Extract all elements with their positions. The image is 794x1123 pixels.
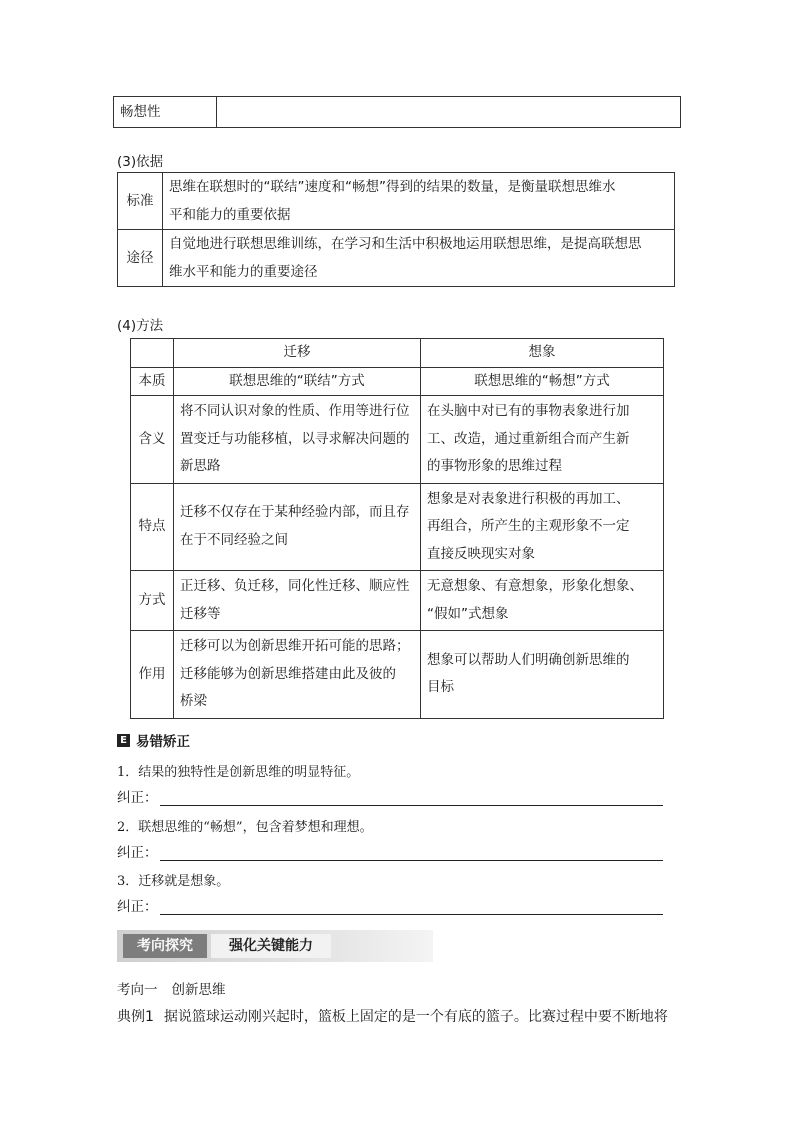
- mistake-statement: 2．联想思维的“畅想”，包含着梦想和理想。: [117, 820, 373, 835]
- direction-label: 考向一: [117, 982, 158, 998]
- cell: [174, 396, 421, 484]
- table-row: [118, 173, 675, 230]
- table-row: [131, 483, 664, 571]
- text-line: 自觉地进行联想思维训练，在学习和生活中积极地运用联想思维，是提高联想思: [169, 236, 642, 252]
- table-row: [131, 631, 664, 719]
- error-correction-icon: E: [117, 734, 130, 747]
- row-label: 畅想性: [114, 97, 217, 128]
- example-text: 据说篮球运动刚兴起时，篮板上固定的是一个有底的篮子。比赛过程中要不断地将: [163, 1009, 668, 1025]
- mistake-statement: 1．结果的独特性是创新思维的明显特征。: [117, 765, 360, 780]
- table-row: [131, 396, 664, 484]
- text-line: 想象可以帮助人们明确创新思维的: [427, 651, 630, 668]
- row-text: [163, 173, 675, 230]
- text-line: 迁移可以为创新思维开拓可能的思路；: [180, 638, 410, 654]
- table-row: [131, 571, 664, 631]
- text-line: 迁移等: [180, 605, 221, 622]
- cell: [421, 483, 664, 571]
- text-line: 的事物形象的思维过程: [427, 458, 562, 474]
- row-label: 标准: [118, 173, 163, 230]
- text-line: 将不同认识对象的性质、作用等进行位: [180, 403, 410, 419]
- text-line: 直接反映现实对象: [427, 545, 535, 562]
- correction-row: [117, 841, 663, 861]
- text-line: 工、改造，通过重新组合而产生新: [427, 430, 630, 447]
- text-line: 平和能力的重要依据: [169, 207, 291, 223]
- method-heading: (4)方法: [117, 318, 164, 334]
- table-row: [131, 367, 664, 396]
- basis-table: [117, 172, 675, 287]
- cell: [421, 367, 664, 396]
- row-label: 途径: [118, 230, 163, 287]
- cell: [421, 571, 664, 631]
- column-header: 迁移: [174, 339, 421, 368]
- text-line: 在于不同经验之间: [180, 531, 288, 548]
- row-text: [163, 230, 675, 287]
- row-label: 方式: [131, 571, 174, 631]
- row-label: 特点: [131, 483, 174, 571]
- correction-label: 纠正：: [117, 845, 158, 861]
- cell: [174, 367, 421, 396]
- mistake-section-header: [117, 730, 190, 750]
- column-header: 想象: [421, 339, 664, 368]
- text-line: “假如”式想象: [427, 605, 509, 622]
- text-line: 置变迁与功能移植，以寻求解决问题的: [180, 430, 410, 447]
- text-line: 思维在联想时的“联结”速度和“畅想”得到的结果的数量，是衡量联想思维水: [169, 179, 616, 195]
- method-table: [130, 338, 664, 719]
- text-line: 迁移不仅存在于某种经验内部，而且存: [180, 504, 410, 521]
- correction-answer-line[interactable]: [160, 790, 663, 806]
- row-value: [217, 97, 681, 128]
- row-label: 含义: [131, 396, 174, 484]
- column-header: [131, 339, 174, 368]
- cell: [174, 571, 421, 631]
- cell: [174, 483, 421, 571]
- text-line: 联想思维的“联结”方式: [229, 372, 365, 389]
- example-line: [117, 1006, 668, 1026]
- cell: [421, 396, 664, 484]
- example-label: 典例1: [117, 1009, 154, 1025]
- section-title: 易错矫正: [136, 734, 190, 750]
- row-label: 本质: [131, 367, 174, 396]
- text-line: 在头脑中对已有的事物表象进行加: [427, 403, 630, 419]
- cell: [421, 631, 664, 719]
- text-line: 目标: [427, 679, 454, 696]
- text-line: 再组合，所产生的主观形象不一定: [427, 518, 630, 534]
- text-line: 新思路: [180, 458, 221, 474]
- correction-row: [117, 895, 663, 915]
- text-line: 正迁移、负迁移，同化性迁移、顺应性: [180, 578, 410, 594]
- text-line: 联想思维的“畅想”方式: [474, 372, 610, 389]
- correction-label: 纠正：: [117, 899, 158, 915]
- banner-left-label: 考向探究: [123, 934, 207, 958]
- top-table: [113, 96, 681, 128]
- section-banner: [117, 930, 433, 962]
- table-row: [118, 230, 675, 287]
- mistake-statement: 3．迁移就是想象。: [117, 874, 230, 889]
- table-row: [114, 97, 681, 128]
- cell: [174, 631, 421, 719]
- text-line: 迁移能够为创新思维搭建由此及彼的: [180, 665, 396, 682]
- header-row: [131, 339, 664, 368]
- correction-answer-line[interactable]: [160, 899, 663, 915]
- correction-answer-line[interactable]: [160, 845, 663, 861]
- text-line: 维水平和能力的重要途径: [169, 264, 318, 280]
- correction-row: [117, 786, 663, 806]
- banner-right-label: 强化关键能力: [211, 934, 331, 958]
- row-label: 作用: [131, 631, 174, 719]
- direction-title: 创新思维: [171, 982, 226, 998]
- text-line: 桥梁: [180, 693, 207, 709]
- correction-label: 纠正：: [117, 790, 158, 806]
- direction-heading: [117, 978, 226, 998]
- basis-heading: (3)依据: [117, 154, 164, 170]
- text-line: 想象是对表象进行积极的再加工、: [427, 490, 630, 507]
- text-line: 无意想象、有意想象，形象化想象、: [427, 578, 643, 594]
